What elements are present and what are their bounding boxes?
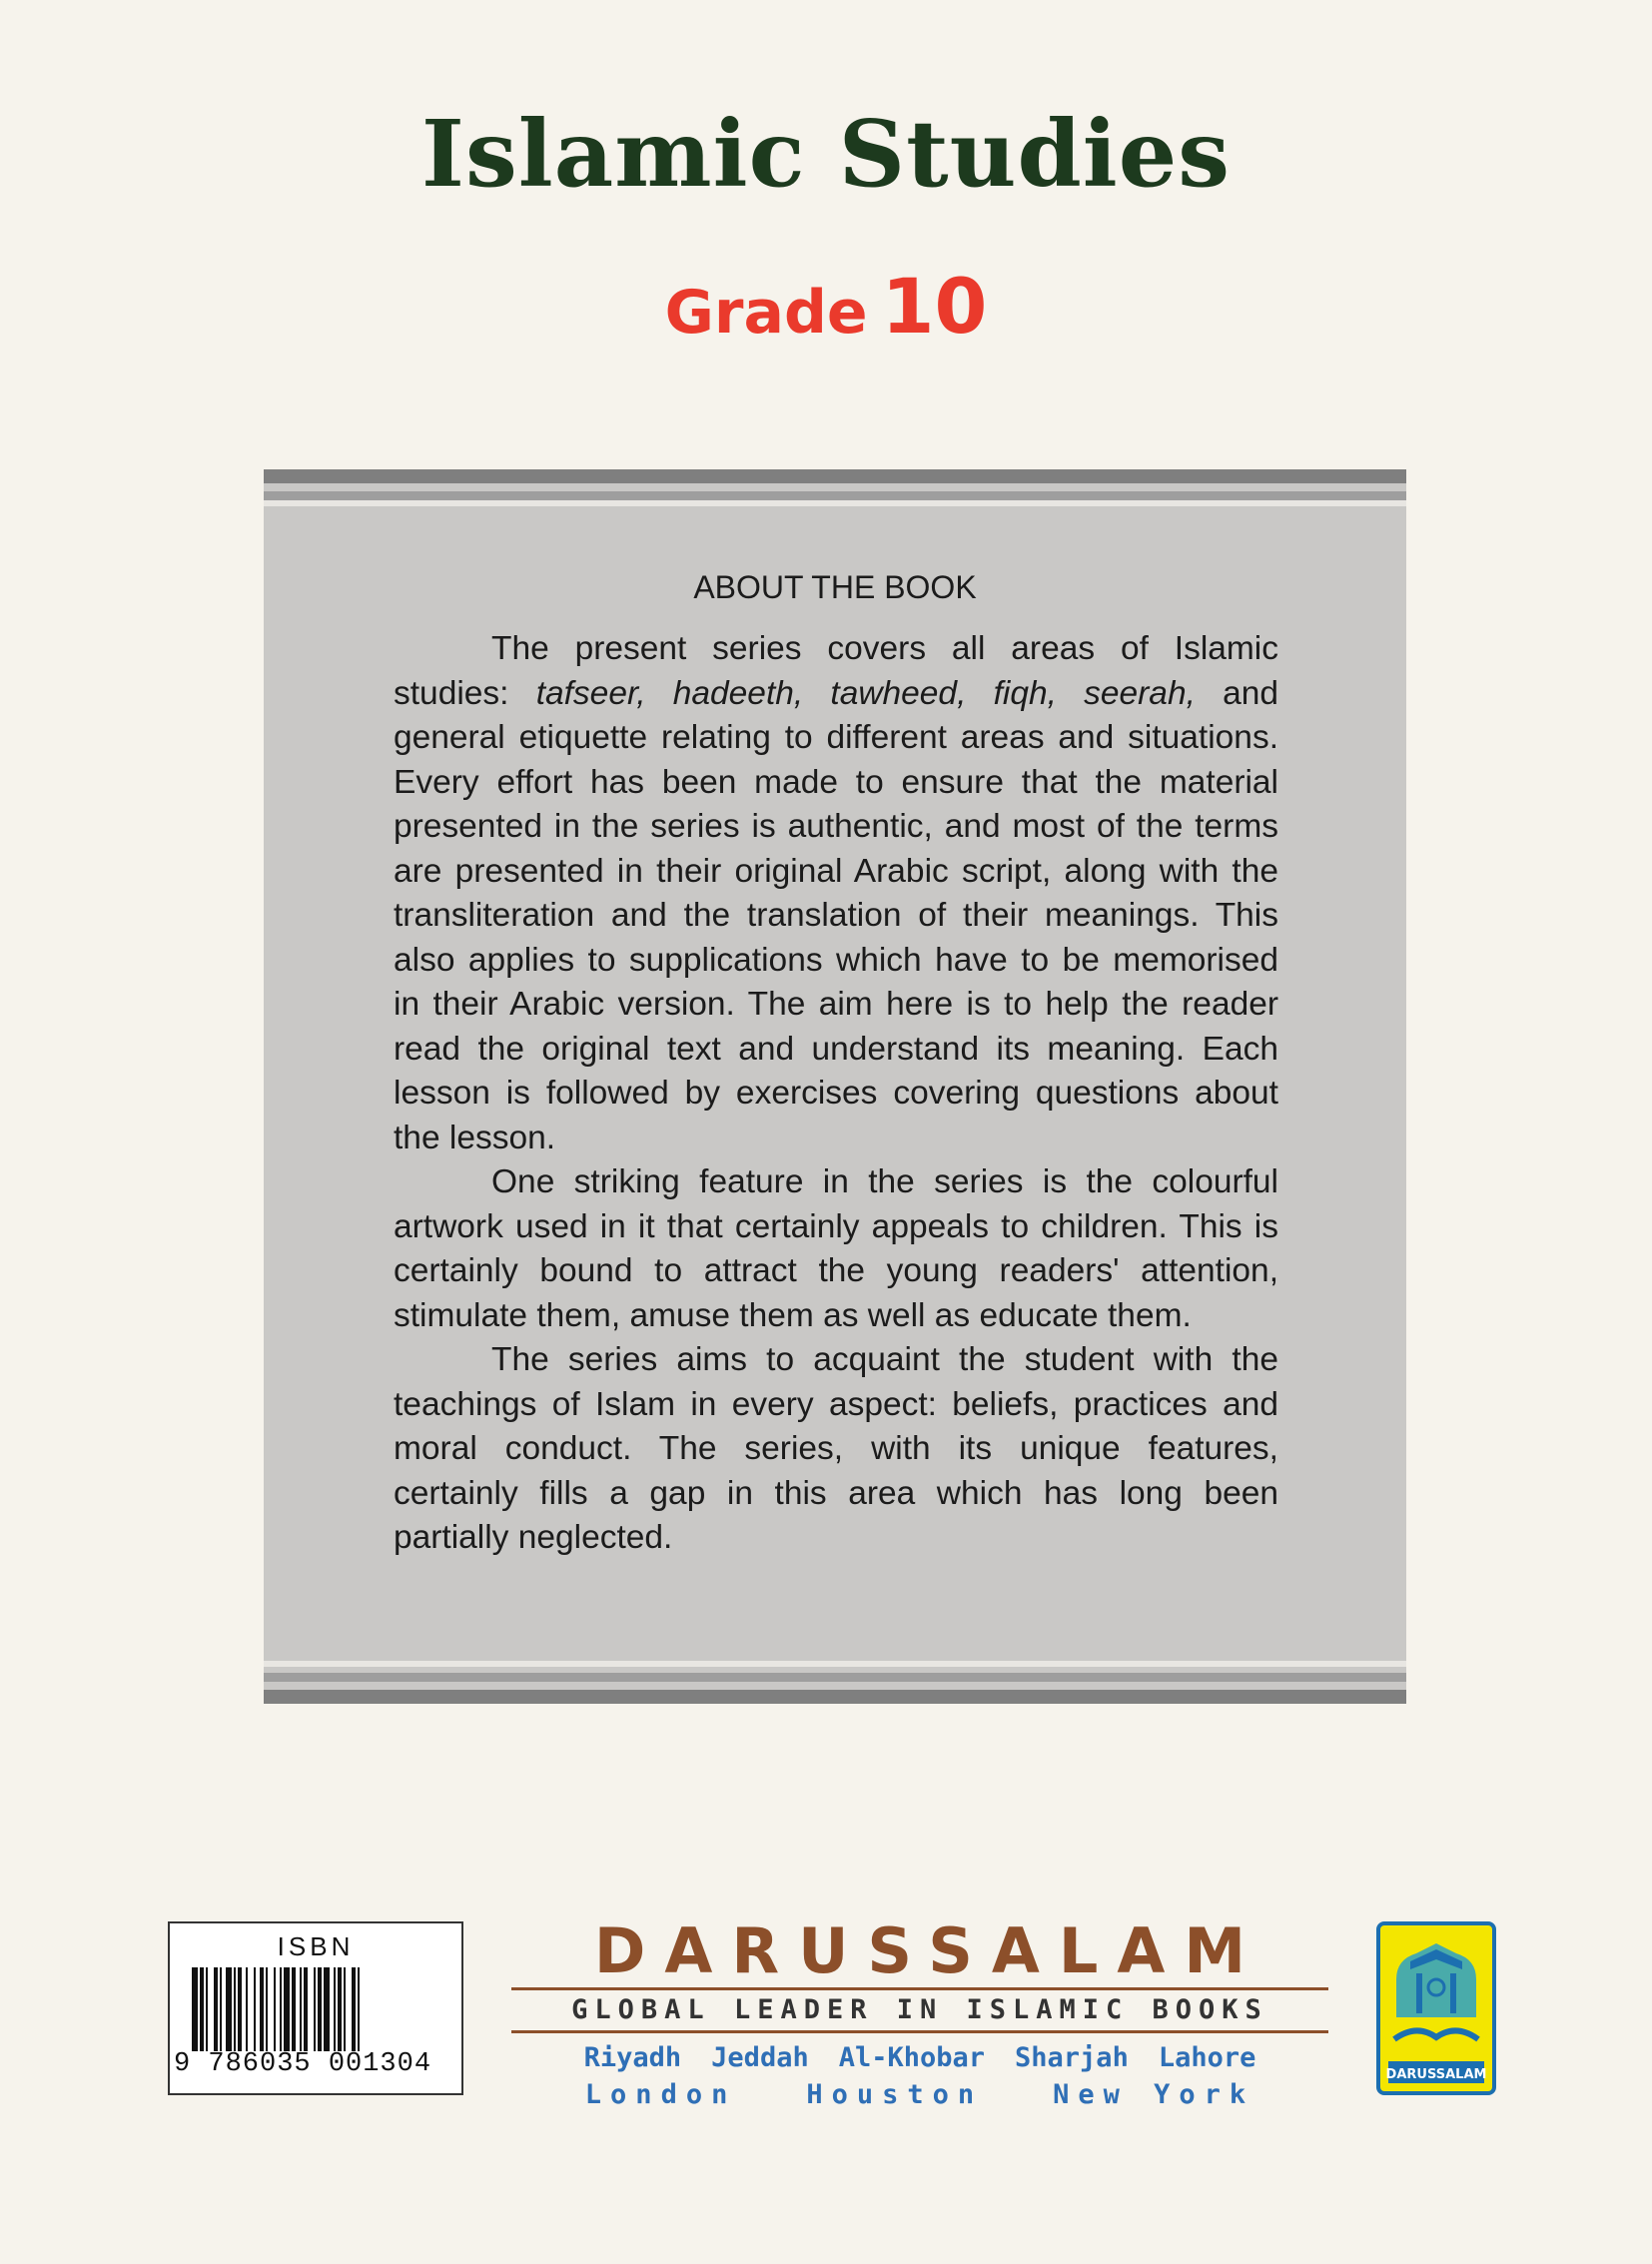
panel-bottom-band: [264, 1690, 1406, 1704]
city-label: London: [584, 2079, 737, 2110]
isbn-label: ISBN: [277, 1931, 355, 1961]
city-label: Lahore: [1158, 2042, 1256, 2073]
publisher-name: DARUSSALAM: [593, 1914, 1265, 1987]
city-label: Sharjah: [1015, 2042, 1129, 2073]
topics-list: tafseer, hadeeth, tawheed, fiqh, seerah,: [535, 674, 1196, 712]
city-label: Riyadh: [583, 2042, 682, 2073]
panel-bottom-band: [264, 1673, 1406, 1682]
about-paragraph-2: One striking feature in the series is the colourful artwork used in it that certainly appeals to children. This is certainly bound to attract the young readers' attention, stimulate them, amuse them as well as educate them.: [394, 1163, 1278, 1334]
about-heading: ABOUT THE BOOK: [693, 569, 977, 605]
panel-top-band: [264, 500, 1406, 506]
isbn-number: 9 786035 001304: [174, 2049, 432, 2079]
panel-bottom-band: [264, 1661, 1406, 1667]
logo-label: DARUSSALAM: [1385, 2067, 1487, 2082]
darussalam-logo-icon: [1376, 1921, 1496, 2095]
about-the-book-panel: [264, 469, 1406, 1704]
city-label: New York: [1053, 2079, 1255, 2110]
cities-row-2: [511, 2076, 1328, 2113]
book-title: Islamic Studies: [420, 100, 1232, 208]
city-label: Al-Khobar: [838, 2042, 986, 2073]
divider: [511, 2030, 1328, 2033]
cities-row-1: [511, 2039, 1328, 2076]
panel-top-band: [264, 469, 1406, 483]
grade-word: Grade: [664, 278, 868, 348]
about-paragraph-1: The present series covers all areas of Islamic studies: tafseer, hadeeth, tawheed, fiqh, seerah, and general etiquette relating to different areas and situations. Every effort has been made to ensure that the material presented in the series is authentic, and most of the terms are presented in their original Arabic script, along with the transliteration and the translation of their meanings. This also applies to supplications which have to be memorised in their Arabic version. The aim here is to help the reader read the original text and understand its meaning. Each lesson is followed by exercises covering questions about the lesson.: [394, 630, 1279, 1156]
city-label: Jeddah: [711, 2042, 809, 2073]
city-label: Houston: [806, 2079, 984, 2110]
about-paragraph-3: The series aims to acquaint the student with the teachings of Islam in every aspect: beliefs, practices and moral conduct. The series, with its unique features, certainly fills a gap in this area which has long been partially neglected.: [394, 1341, 1278, 1556]
publisher-tagline: GLOBAL LEADER IN ISLAMIC BOOKS: [571, 1994, 1268, 2025]
barcode-icon: [192, 1967, 439, 2051]
about-body: [394, 627, 1278, 1561]
publisher-block: [511, 1914, 1328, 2113]
grade-number: 10: [881, 262, 988, 351]
grade-label: [0, 262, 1652, 351]
isbn-barcode-box: [168, 1921, 463, 2095]
panel-top-band: [264, 491, 1406, 500]
